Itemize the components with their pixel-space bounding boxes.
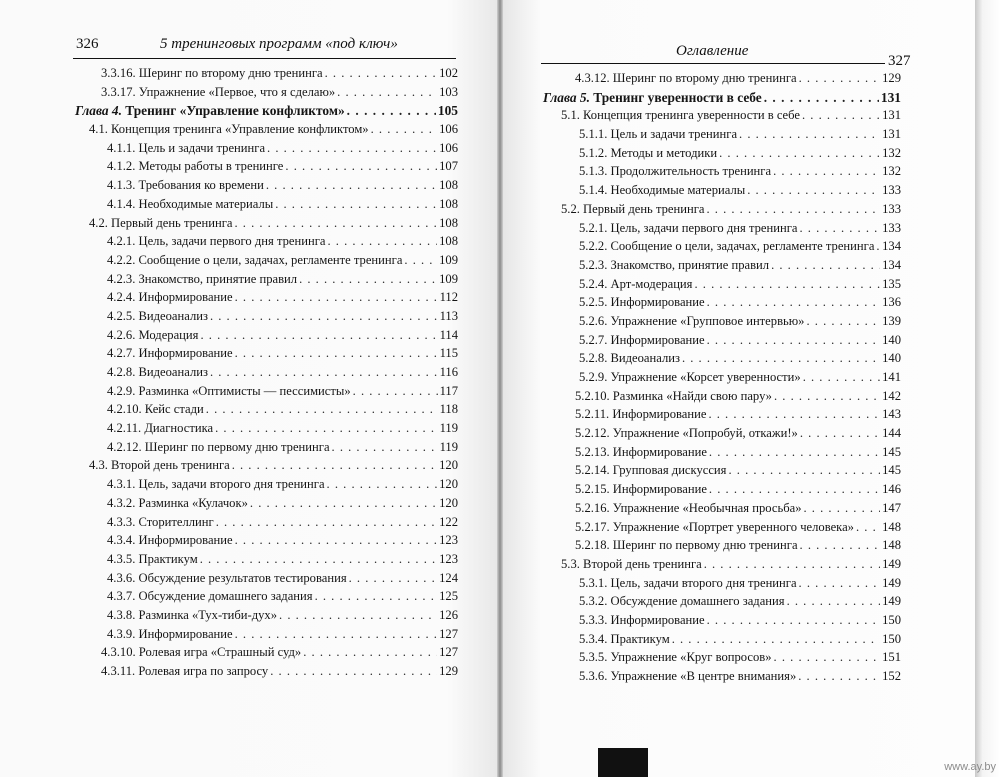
toc-entry-label: 4.3.4. Информирование: [107, 533, 233, 548]
toc-entry: [75, 234, 458, 253]
toc-entry: [75, 384, 458, 403]
toc-dot-leader: [234, 216, 437, 231]
toc-entry-label: 5.3.4. Практикум: [579, 631, 670, 646]
toc-page-number: 107: [439, 159, 458, 174]
toc-dot-leader: [764, 90, 879, 106]
toc-entry-label: 4.3.12. Шеринг по второму дню тренинга: [575, 71, 797, 85]
toc-page-number: 105: [437, 103, 458, 119]
toc-dot-leader: [215, 421, 437, 436]
toc-entry-label: 5.2.18. Шеринг по первому дню тренинга: [575, 538, 798, 553]
toc-dot-leader: [719, 146, 880, 161]
toc-page-number: 152: [882, 669, 901, 683]
toc-entry: [543, 426, 901, 445]
toc-entry-label: 4.2.1. Цель, задачи первого дня тренинга: [107, 234, 326, 249]
toc-chapter-prefix: Глава 5.: [543, 89, 590, 105]
toc-entry: [543, 445, 901, 464]
toc-dot-leader: [747, 183, 880, 198]
toc-entry-label: 4.3.9. Информирование: [107, 626, 233, 641]
toc-page-number: 119: [439, 421, 458, 436]
toc-entry: [75, 309, 458, 328]
toc-page-number: 115: [439, 346, 458, 361]
toc-entry-label: 5.3.6. Упражнение «В центре внимания»: [579, 669, 797, 683]
toc-dot-leader: [774, 389, 880, 404]
toc-entry: [75, 85, 458, 104]
toc-entry-label: 3.3.16. Шеринг по второму дню тренинга: [101, 66, 323, 80]
toc-entry-label: 5.1.4. Необходимые материалы: [579, 183, 746, 198]
toc-page-number: 112: [439, 290, 458, 305]
toc-page-number: 120: [439, 477, 458, 492]
toc-dot-leader: [799, 71, 881, 86]
right-page: [503, 0, 975, 777]
toc-entry-label: 4.3.5. Практикум: [107, 551, 198, 566]
toc-entry-label: 3.3.17. Упражнение «Первое, что я сделаю»: [101, 84, 336, 99]
toc-page-number: 123: [439, 551, 458, 566]
toc-entry-label: [543, 90, 762, 106]
toc-entry-label: 4.3.8. Разминка «Тух-тиби-дух»: [107, 607, 278, 622]
toc-page-number: 127: [439, 645, 458, 660]
toc-entry-label: 5.2.14. Групповая дискуссия: [575, 463, 727, 478]
toc-dot-leader: [327, 234, 437, 249]
toc-page-number: 106: [439, 122, 458, 137]
toc-entry: [75, 272, 458, 291]
toc-page-number: 108: [439, 178, 458, 193]
toc-entry: [543, 239, 901, 258]
toc-entry-label: [75, 103, 345, 119]
toc-page-number: 148: [882, 538, 901, 553]
toc-dot-leader: [728, 463, 880, 478]
toc-dot-leader: [709, 445, 880, 460]
toc-entry-label: 5.3.1. Цель, задачи второго дня тренинга: [579, 575, 797, 590]
toc-dot-leader: [672, 632, 880, 647]
toc-dot-leader: [210, 309, 438, 324]
left-page: [0, 0, 497, 777]
toc-page-number: 123: [439, 533, 458, 548]
toc-dot-leader: [235, 290, 438, 305]
toc-entry-label: 4.2.2. Сообщение о цели, задачах, регламенте тренинга: [107, 252, 403, 267]
binder-clip: [598, 748, 648, 777]
toc-entry: [543, 632, 901, 651]
toc-entry-label: 5.3. Второй день тренинга: [561, 556, 702, 571]
toc-entry: [75, 253, 458, 272]
toc-dot-leader: [279, 608, 437, 623]
toc-dot-leader: [803, 370, 880, 385]
toc-entry-label: 5.2.8. Видеоанализ: [579, 351, 680, 366]
toc-entry-label: 5.1.2. Методы и методики: [579, 145, 718, 160]
toc-entry-label: 4.2.10. Кейс стади: [107, 402, 204, 417]
toc-entry: [543, 407, 901, 426]
toc-dot-leader: [275, 197, 437, 212]
toc-entry-label: 5.2.11. Информирование: [575, 407, 707, 422]
toc-dot-leader: [694, 277, 880, 292]
toc-page-number: 102: [439, 66, 458, 80]
toc-dot-leader: [210, 365, 438, 380]
toc-page-number: 132: [882, 145, 901, 160]
toc-entry-label: 5.2.1. Цель, задачи первого дня тренинга: [579, 220, 798, 235]
toc-page-number: 129: [439, 664, 458, 678]
toc-entry-label: 5.2.9. Упражнение «Корсет уверенности»: [579, 370, 801, 384]
toc-entry-label: 5.3.3. Информирование: [579, 612, 705, 627]
toc-dot-leader: [876, 239, 880, 254]
toc-dot-leader: [235, 627, 437, 642]
toc-entry-label: 4.2. Первый день тренинга: [89, 215, 233, 230]
toc-entry-label: 4.2.8. Видеоанализ: [107, 365, 208, 379]
toc-entry-label: 5.1. Концепция тренинга уверенности в себе: [561, 108, 800, 123]
toc-entry: [75, 141, 458, 160]
toc-dot-leader: [325, 66, 438, 81]
toc-page-number: 120: [439, 458, 458, 473]
right-running-title: Оглавление: [676, 43, 749, 59]
toc-entry: [543, 594, 901, 613]
toc-entry: [543, 295, 901, 314]
toc-entry: [543, 389, 901, 408]
toc-entry: [543, 482, 901, 501]
toc-entry-label: 5.2.3. Знакомство, принятие правил: [579, 257, 770, 272]
toc-page-number: 120: [439, 495, 458, 510]
toc-entry-label: 5.2. Первый день тренинга: [561, 201, 705, 216]
toc-entry: [543, 221, 901, 240]
toc-entry: [75, 627, 458, 646]
toc-page-number: 131: [882, 108, 901, 123]
toc-page-number: 142: [882, 388, 901, 403]
toc-entry-label: 4.2.12. Шеринг по первому дню тренинга: [107, 439, 330, 454]
toc-entry: [75, 533, 458, 552]
toc-dot-leader: [315, 589, 438, 604]
toc-dot-leader: [267, 141, 437, 156]
toc-entry-label: 5.2.13. Информирование: [575, 444, 707, 459]
toc-page-number: 122: [439, 514, 458, 529]
toc-entry-label: 4.2.9. Разминка «Оптимисты — пессимисты»: [107, 383, 351, 398]
toc-entry-label: 5.2.4. Арт-модерация: [579, 276, 693, 291]
toc-entry-label: 4.2.11. Диагностика: [107, 421, 214, 436]
toc-dot-leader: [800, 538, 881, 553]
right-header-rule: [541, 63, 885, 64]
toc-page-number: 150: [882, 612, 901, 627]
toc-entry-label: 4.1. Концепция тренинга «Управление конфликтом»: [89, 122, 369, 137]
toc-entry-label: 4.3.6. Обсуждение результатов тестирования: [107, 570, 347, 585]
toc-entry: [543, 258, 901, 277]
toc-dot-leader: [774, 650, 881, 665]
toc-entry: [75, 645, 458, 664]
toc-dot-leader: [739, 127, 880, 142]
toc-entry: [543, 202, 901, 221]
toc-entry-label: 5.3.2. Обсуждение домашнего задания: [579, 594, 785, 609]
toc-entry-label: 5.2.6. Упражнение «Групповое интервью»: [579, 313, 805, 328]
toc-page-number: 109: [439, 271, 458, 286]
toc-entry: [543, 127, 901, 146]
toc-dot-leader: [806, 314, 880, 329]
toc-entry-label: 4.1.4. Необходимые материалы: [107, 196, 274, 211]
toc-dot-leader: [804, 501, 881, 516]
toc-dot-leader: [709, 482, 880, 497]
toc-dot-leader: [349, 571, 437, 586]
toc-page-number: 125: [439, 589, 458, 604]
toc-entry: [75, 216, 458, 235]
toc-entry-label: 5.2.5. Информирование: [579, 295, 705, 310]
toc-dot-leader: [332, 440, 438, 455]
toc-dot-leader: [787, 594, 881, 609]
toc-page-number: 126: [439, 607, 458, 622]
left-toc-list: [75, 66, 458, 683]
toc-page-number: 145: [882, 463, 901, 478]
toc-page-number: 103: [439, 84, 458, 99]
toc-page-number: 124: [439, 570, 458, 585]
toc-page-number: 133: [882, 220, 901, 235]
toc-dot-leader: [371, 122, 438, 137]
toc-page-number: 134: [882, 257, 901, 272]
toc-dot-leader: [706, 202, 880, 217]
watermark: www.ay.by: [944, 761, 996, 773]
toc-page-number: 149: [882, 556, 901, 571]
toc-entry-label: 4.2.3. Знакомство, принятие правил: [107, 271, 298, 286]
toc-page-number: 108: [439, 215, 458, 230]
right-page-number: 327: [888, 53, 911, 69]
toc-page-number: 134: [882, 239, 901, 254]
toc-dot-leader: [200, 328, 437, 343]
toc-page-number: 131: [882, 127, 901, 142]
right-toc-list: [543, 71, 901, 688]
toc-dot-leader: [682, 351, 880, 366]
toc-chapter-title: Тренинг «Управление конфликтом»: [125, 103, 345, 119]
toc-dot-leader: [347, 103, 436, 119]
toc-entry: [75, 346, 458, 365]
toc-entry-label: 4.3.11. Ролевая игра по запросу: [101, 664, 269, 678]
toc-dot-leader: [303, 645, 437, 660]
toc-entry: [543, 650, 901, 669]
toc-entry: [543, 613, 901, 632]
left-running-title: 5 тренинговых программ «под ключ»: [160, 36, 398, 52]
toc-dot-leader: [773, 164, 880, 179]
left-page-number: 326: [76, 36, 99, 52]
toc-entry-label: 4.1.2. Методы работы в тренинге: [107, 159, 284, 174]
toc-entry: [75, 664, 458, 683]
toc-entry: [543, 538, 901, 557]
toc-entry: [75, 290, 458, 309]
toc-entry: [75, 402, 458, 421]
toc-entry-label: 5.2.10. Разминка «Найди свою пару»: [575, 388, 772, 403]
toc-entry: [543, 277, 901, 296]
toc-dot-leader: [800, 426, 880, 441]
toc-entry-label: 5.2.16. Упражнение «Необычная просьба»: [575, 500, 802, 515]
toc-dot-leader: [704, 557, 880, 572]
toc-entry: [75, 365, 458, 384]
toc-entry: [543, 557, 901, 576]
toc-page-number: 117: [439, 383, 458, 398]
toc-chapter-prefix: Глава 4.: [75, 103, 122, 119]
toc-entry-label: 4.3.2. Разминка «Кулачок»: [107, 495, 248, 510]
toc-entry: [543, 108, 901, 127]
toc-page-number: 149: [882, 575, 901, 590]
toc-entry: [75, 589, 458, 608]
toc-dot-leader: [216, 515, 437, 530]
toc-page-number: 140: [882, 332, 901, 347]
toc-entry: [543, 164, 901, 183]
toc-entry-label: 4.3.1. Цель, задачи второго дня тренинга: [107, 477, 325, 492]
toc-entry: [75, 608, 458, 627]
toc-entry-label: 4.2.4. Информирование: [107, 290, 233, 305]
toc-entry: [75, 178, 458, 197]
toc-entry-label: 5.2.2. Сообщение о цели, задачах, регламенте тренинга: [579, 239, 875, 254]
toc-page-number: 108: [439, 234, 458, 249]
toc-dot-leader: [799, 576, 881, 591]
toc-entry: [75, 66, 458, 85]
toc-page-number: 127: [439, 626, 458, 641]
toc-dot-leader: [799, 221, 880, 236]
toc-dot-leader: [353, 384, 438, 399]
toc-dot-leader: [708, 407, 880, 422]
toc-entry: [543, 314, 901, 333]
toc-page-number: 113: [439, 308, 458, 323]
toc-page-number: 151: [882, 650, 901, 665]
toc-dot-leader: [232, 458, 437, 473]
toc-page-number: 148: [882, 519, 901, 534]
toc-entry: [75, 197, 458, 216]
toc-page-number: 146: [882, 482, 901, 497]
left-header-rule: [73, 58, 456, 59]
toc-entry-label: 4.2.6. Модерация: [107, 327, 199, 342]
toc-entry: [543, 370, 901, 389]
toc-chapter-title: Тренинг уверенности в себе: [593, 89, 762, 105]
toc-page-number: 133: [882, 183, 901, 198]
toc-entry: [543, 146, 901, 165]
toc-page-number: 108: [439, 196, 458, 211]
toc-entry: [543, 669, 901, 688]
toc-entry-label: 4.2.7. Информирование: [107, 346, 233, 361]
toc-entry: [75, 440, 458, 459]
toc-entry: [75, 122, 458, 141]
toc-entry: [75, 496, 458, 515]
toc-dot-leader: [771, 258, 880, 273]
toc-page-number: 133: [882, 201, 901, 216]
toc-entry: [543, 351, 901, 370]
toc-dot-leader: [707, 613, 880, 628]
toc-dot-leader: [285, 159, 437, 174]
toc-entry: [543, 183, 901, 202]
toc-dot-leader: [266, 178, 437, 193]
toc-page-number: 109: [439, 252, 458, 267]
scan-margin: [975, 0, 1000, 777]
toc-page-number: 135: [882, 276, 901, 291]
toc-page-number: 147: [882, 500, 901, 515]
toc-chapter-entry: [543, 90, 901, 109]
toc-entry: [75, 421, 458, 440]
toc-page-number: 119: [439, 439, 458, 454]
toc-chapter-entry: [75, 103, 458, 122]
toc-page-number: 150: [882, 631, 901, 646]
toc-page-number: 116: [439, 365, 458, 379]
toc-dot-leader: [235, 533, 437, 548]
toc-page-number: 129: [882, 71, 901, 85]
toc-entry-label: 4.3.10. Ролевая игра «Страшный суд»: [101, 645, 302, 660]
toc-entry-label: 5.2.17. Упражнение «Портрет уверенного человека»: [575, 519, 854, 534]
toc-entry: [543, 333, 901, 352]
toc-entry: [75, 515, 458, 534]
toc-entry: [75, 159, 458, 178]
toc-entry: [543, 71, 901, 90]
toc-page-number: 144: [882, 426, 901, 441]
toc-entry-label: 4.1.3. Требования ко времени: [107, 178, 264, 193]
toc-dot-leader: [327, 477, 438, 492]
toc-entry: [75, 477, 458, 496]
toc-entry: [75, 328, 458, 347]
toc-entry-label: 5.3.5. Упражнение «Круг вопросов»: [579, 650, 772, 665]
toc-dot-leader: [707, 295, 880, 310]
toc-dot-leader: [707, 333, 880, 348]
toc-dot-leader: [404, 253, 437, 268]
toc-dot-leader: [798, 669, 880, 684]
toc-entry: [543, 576, 901, 595]
toc-dot-leader: [337, 85, 437, 100]
toc-dot-leader: [270, 664, 437, 679]
toc-dot-leader: [299, 272, 437, 287]
toc-page-number: 132: [882, 164, 901, 179]
toc-page-number: 106: [439, 140, 458, 155]
toc-page-number: 145: [882, 444, 901, 459]
toc-page-number: 143: [882, 407, 901, 422]
toc-entry-label: 5.2.7. Информирование: [579, 332, 705, 347]
toc-entry: [543, 501, 901, 520]
toc-page-number: 131: [880, 89, 901, 105]
toc-page-number: 114: [439, 327, 458, 342]
toc-page-number: 136: [882, 295, 901, 310]
toc-dot-leader: [856, 520, 880, 535]
toc-entry-label: 5.1.3. Продолжительность тренинга: [579, 164, 772, 179]
toc-page-number: 139: [882, 313, 901, 328]
toc-entry-label: 5.2.12. Упражнение «Попробуй, откажи!»: [575, 426, 798, 441]
toc-dot-leader: [802, 108, 880, 123]
toc-entry-label: 5.1.1. Цель и задачи тренинга: [579, 127, 738, 142]
toc-dot-leader: [200, 552, 437, 567]
toc-entry-label: 4.3. Второй день тренинга: [89, 458, 230, 473]
toc-entry: [543, 463, 901, 482]
toc-dot-leader: [250, 496, 437, 511]
toc-entry-label: 4.3.3. Сторителлинг: [107, 514, 214, 529]
toc-page-number: 149: [882, 594, 901, 609]
toc-page-number: 118: [439, 402, 458, 417]
toc-page-number: 140: [882, 351, 901, 366]
toc-dot-leader: [235, 346, 438, 361]
toc-entry-label: 4.1.1. Цель и задачи тренинга: [107, 140, 266, 155]
toc-entry-label: 5.2.15. Информирование: [575, 482, 707, 497]
toc-entry: [543, 520, 901, 539]
toc-entry-label: 4.3.7. Обсуждение домашнего задания: [107, 589, 313, 604]
toc-entry: [75, 552, 458, 571]
toc-page-number: 141: [882, 370, 901, 384]
toc-entry-label: 4.2.5. Видеоанализ: [107, 308, 208, 323]
toc-entry: [75, 458, 458, 477]
toc-entry: [75, 571, 458, 590]
toc-dot-leader: [206, 402, 438, 417]
